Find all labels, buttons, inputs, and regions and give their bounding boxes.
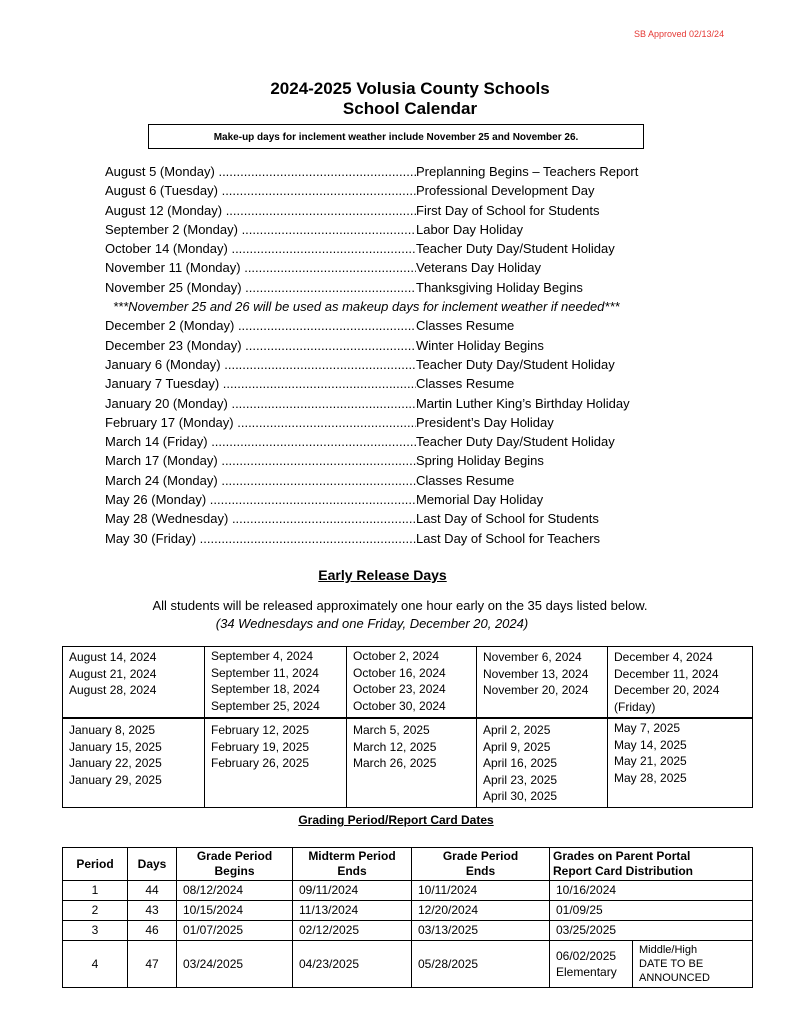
header-line: Ends — [465, 864, 496, 878]
begins-cell: 10/15/2024 — [177, 901, 293, 921]
er-date: April 2, 2025 — [483, 723, 551, 737]
er-date: April 23, 2025 — [483, 772, 558, 787]
event-row — [105, 509, 695, 528]
days-cell: 44 — [128, 881, 177, 901]
er-cell-january — [63, 718, 205, 807]
er-date: May 14, 2025 — [614, 737, 687, 752]
days-cell: 46 — [128, 921, 177, 941]
er-date: January 29, 2025 — [69, 772, 162, 787]
header-line: Grade Period — [196, 849, 273, 863]
event-date: January 20 (Monday) ..... — [105, 394, 416, 413]
title-line-1: 2024-2025 Volusia County Schools — [270, 79, 550, 98]
table-row — [63, 921, 753, 941]
event-date: September 2 (Monday) ..... — [105, 220, 416, 239]
event-date: March 17 (Monday) ..... — [105, 451, 416, 470]
er-date: August 14, 2024 — [69, 650, 157, 664]
mh-line: DATE TO BE — [639, 958, 704, 970]
header-line: Report Card Distribution — [553, 864, 693, 878]
event-row — [105, 432, 695, 451]
er-date: January 15, 2025 — [69, 739, 162, 754]
event-name: Last Day of School for Students — [416, 511, 599, 527]
table-row — [63, 881, 753, 901]
event-name: Professional Development Day — [416, 183, 595, 199]
portal-middle-high-cell — [633, 941, 753, 988]
event-date: May 26 (Monday) ..... — [105, 490, 416, 509]
er-date: January 22, 2025 — [69, 756, 162, 770]
er-date: December 11, 2024 — [614, 666, 719, 681]
col-header-portal — [550, 848, 753, 881]
days-cell: 43 — [128, 901, 177, 921]
er-cell-september — [205, 647, 347, 719]
period-cell: 4 — [63, 941, 128, 988]
header-line: Grades on Parent Portal — [553, 849, 691, 863]
ends-cell: 12/20/2024 — [412, 901, 550, 921]
er-date: October 2, 2024 — [353, 649, 440, 663]
er-date: December 4, 2024 — [614, 650, 713, 664]
portal-elementary-cell — [550, 941, 633, 988]
er-date: March 12, 2025 — [353, 739, 437, 754]
col-header-begins — [177, 848, 293, 881]
event-name: President’s Day Holiday — [416, 414, 554, 430]
early-release-row-fall — [63, 647, 753, 719]
event-date: November 11 (Monday) ..... — [105, 258, 416, 277]
event-name: Winter Holiday Begins — [416, 337, 544, 353]
er-date: May 7, 2025 — [614, 721, 681, 735]
event-date: January 7 Tuesday) ..... — [105, 374, 416, 393]
event-row — [105, 529, 695, 548]
event-row — [105, 413, 695, 432]
event-row — [105, 336, 695, 355]
ends-cell: 05/28/2025 — [412, 941, 550, 988]
event-date: May 30 (Friday) ..... — [105, 529, 416, 548]
event-row — [105, 220, 695, 239]
event-name: Spring Holiday Begins — [416, 453, 544, 469]
er-cell-february — [205, 718, 347, 807]
er-date: October 23, 2024 — [353, 682, 446, 696]
begins-cell: 01/07/2025 — [177, 921, 293, 941]
event-row — [105, 355, 695, 374]
er-date: May 21, 2025 — [614, 754, 687, 768]
midterm-cell: 09/11/2024 — [293, 881, 412, 901]
event-row — [105, 181, 695, 200]
event-name: Labor Day Holiday — [416, 221, 523, 237]
event-name: Thanksgiving Holiday Begins — [416, 279, 583, 295]
approval-stamp: SB Approved 02/13/24 — [634, 29, 725, 39]
event-name: First Day of School for Students — [416, 202, 600, 218]
event-date: August 12 (Monday) ..... — [105, 201, 416, 220]
early-release-row-spring — [63, 718, 753, 807]
portal-cell: 03/25/2025 — [550, 921, 753, 941]
early-release-intro-text: All students will be released approximately one hour early on the 35 days listed below. — [152, 598, 648, 613]
header-line: Grade Period — [442, 849, 519, 863]
event-date: August 5 (Monday) ..... — [105, 162, 416, 181]
er-date: February 26, 2025 — [211, 756, 310, 770]
header-line: Ends — [337, 864, 367, 878]
er-cell-march — [347, 718, 477, 807]
col-header-midterm — [293, 848, 412, 881]
header-line: Begins — [214, 864, 255, 878]
event-name: Teacher Duty Day/Student Holiday — [416, 434, 615, 450]
event-name: Martin Luther King’s Birthday Holiday — [416, 395, 630, 411]
col-header-period: Period — [63, 848, 128, 881]
mh-line: Middle/High — [639, 944, 698, 956]
er-date: September 18, 2024 — [211, 682, 320, 696]
er-date: January 8, 2025 — [69, 723, 156, 737]
er-date: November 6, 2024 — [483, 650, 582, 664]
er-date: August 21, 2024 — [69, 666, 157, 681]
portal-date: 06/02/2025 — [556, 949, 617, 963]
event-name: Last Day of School for Teachers — [416, 530, 601, 546]
period-cell: 2 — [63, 901, 128, 921]
event-row — [105, 451, 695, 470]
portal-cell: 01/09/25 — [550, 901, 753, 921]
begins-cell: 08/12/2024 — [177, 881, 293, 901]
header-line: Midterm Period — [308, 849, 396, 863]
er-date: (Friday) — [614, 699, 656, 714]
event-name: Classes Resume — [416, 376, 515, 392]
col-header-ends — [412, 848, 550, 881]
grading-header-row — [63, 848, 753, 881]
event-row — [105, 278, 695, 297]
event-date: March 24 (Monday) ..... — [105, 471, 416, 490]
event-date: October 14 (Monday) ..... — [105, 239, 416, 258]
event-row — [105, 239, 695, 258]
event-name: Classes Resume — [416, 472, 515, 488]
calendar-events-list — [105, 162, 695, 548]
event-date: May 28 (Wednesday) ..... — [105, 509, 416, 528]
col-header-days: Days — [128, 848, 177, 881]
period-cell: 1 — [63, 881, 128, 901]
er-date: August 28, 2024 — [69, 683, 157, 697]
er-date: May 28, 2025 — [614, 770, 687, 785]
begins-cell: 03/24/2025 — [177, 941, 293, 988]
event-name: Memorial Day Holiday — [416, 492, 544, 508]
er-cell-august — [63, 647, 205, 719]
er-date: October 16, 2024 — [353, 665, 446, 680]
er-cell-october — [347, 647, 477, 719]
er-date: April 30, 2025 — [483, 789, 558, 803]
er-date: March 26, 2025 — [353, 756, 437, 770]
event-row — [105, 316, 695, 335]
event-date: February 17 (Monday) ..... — [105, 413, 416, 432]
midterm-cell: 11/13/2024 — [293, 901, 412, 921]
event-row — [105, 490, 695, 509]
er-date: March 5, 2025 — [353, 723, 430, 737]
event-row — [105, 394, 695, 413]
ends-cell: 03/13/2025 — [412, 921, 550, 941]
event-row — [105, 258, 695, 277]
grading-table — [62, 847, 753, 988]
event-date: December 23 (Monday) ..... — [105, 336, 416, 355]
midterm-cell: 02/12/2025 — [293, 921, 412, 941]
er-date: November 20, 2024 — [483, 683, 589, 697]
er-cell-november — [477, 647, 608, 719]
er-date: February 12, 2025 — [211, 723, 310, 737]
er-date: September 25, 2024 — [211, 698, 320, 713]
period-cell: 3 — [63, 921, 128, 941]
early-release-table — [62, 646, 753, 808]
midterm-cell: 04/23/2025 — [293, 941, 412, 988]
portal-cell: 10/16/2024 — [550, 881, 753, 901]
table-row — [63, 941, 753, 988]
event-date: December 2 (Monday) ..... — [105, 316, 416, 335]
er-cell-may — [608, 718, 753, 807]
er-date: November 13, 2024 — [483, 666, 589, 681]
er-date: October 30, 2024 — [353, 698, 446, 713]
er-date: April 9, 2025 — [483, 739, 551, 754]
portal-level: Elementary — [556, 965, 617, 979]
event-date: November 25 (Monday) ..... — [105, 278, 416, 297]
event-name: Preplanning Begins – Teachers Report — [416, 164, 639, 179]
event-name: Teacher Duty Day/Student Holiday — [416, 356, 615, 372]
event-date: January 6 (Monday) ..... — [105, 355, 416, 374]
er-date: April 16, 2025 — [483, 756, 558, 770]
early-release-heading: Early Release Days — [318, 567, 447, 583]
event-row — [105, 201, 695, 220]
event-row — [105, 471, 695, 490]
days-cell: 47 — [128, 941, 177, 988]
er-cell-april — [477, 718, 608, 807]
er-date: September 11, 2024 — [211, 665, 319, 680]
er-date: September 4, 2024 — [211, 649, 314, 663]
event-row — [105, 162, 695, 181]
weather-note: ***November 25 and 26 will be used as makeup days for inclement weather if needed*** — [113, 299, 620, 315]
event-name: Classes Resume — [416, 318, 515, 334]
er-cell-december — [608, 647, 753, 719]
table-row — [63, 901, 753, 921]
event-name: Teacher Duty Day/Student Holiday — [416, 241, 615, 257]
event-date: August 6 (Tuesday) ..... — [105, 181, 416, 200]
ends-cell: 10/11/2024 — [412, 881, 550, 901]
early-release-intro — [0, 597, 800, 633]
event-date: March 14 (Friday) ..... — [105, 432, 416, 451]
makeup-notice-box: Make-up days for inclement weather include November 25 and November 26. — [148, 124, 644, 149]
event-row — [105, 374, 695, 393]
er-date: December 20, 2024 — [614, 683, 720, 697]
mh-line: ANNOUNCED — [639, 972, 710, 984]
title-line-2: School Calendar — [342, 99, 478, 118]
early-release-subnote: (34 Wednesdays and one Friday, December 20, 2024) — [215, 616, 529, 631]
grading-heading: Grading Period/Report Card Dates — [298, 813, 494, 827]
er-date: February 19, 2025 — [211, 739, 310, 754]
event-name: Veterans Day Holiday — [416, 260, 542, 276]
page-title — [0, 79, 800, 119]
